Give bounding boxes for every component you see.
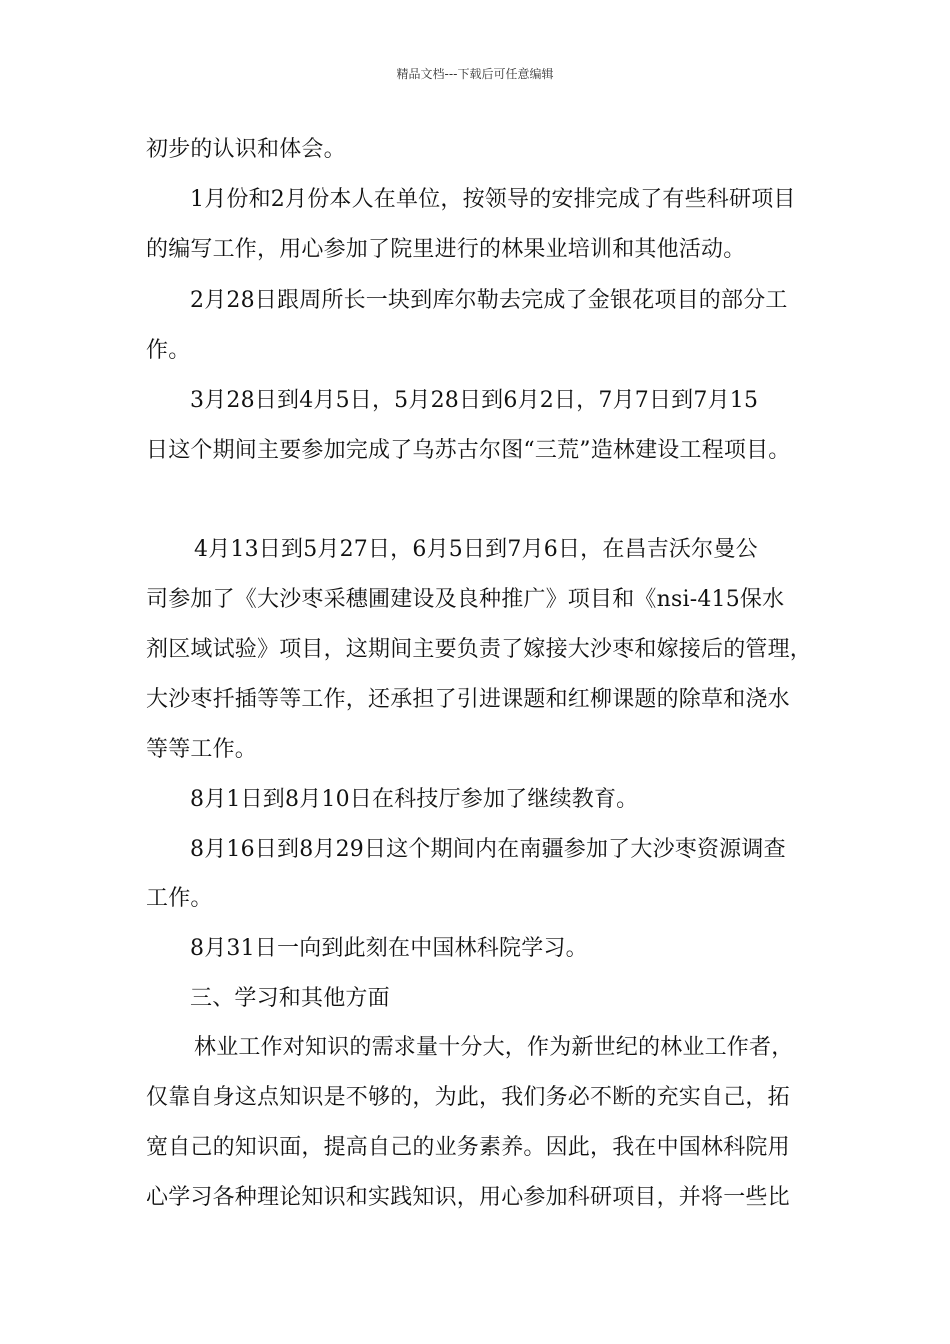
- text-line-19: 仅靠自身这点知识是不够的，为此，我们务必不断的充实自己，拓: [146, 1085, 790, 1110]
- text-line-8: 4月13日到5月27日，6月5日到7月6日，在昌吉沃尔曼公: [194, 537, 758, 562]
- text-line-9: 司参加了《大沙枣采穗圃建设及良种推广》项目和《nsi-415保水: [146, 587, 785, 612]
- text-line-14: 8月16日到8月29日这个期间内在南疆参加了大沙枣资源调查: [190, 837, 786, 862]
- text-line-18: 林业工作对知识的需求量十分大，作为新世纪的林业工作者，: [194, 1035, 794, 1060]
- text-line-12: 等等工作。: [146, 737, 258, 762]
- text-line-15: 工作。: [146, 886, 213, 911]
- text-line-16: 8月31日一向到此刻在中国林科院学习。: [190, 936, 588, 961]
- text-line-13: 8月1日到8月10日在科技厅参加了继续教育。: [190, 787, 639, 812]
- text-line-5: 作。: [146, 338, 191, 363]
- text-line-10: 剂区域试验》项目，这期间主要负责了嫁接大沙枣和嫁接后的管理，: [146, 637, 813, 662]
- text-line-3: 的编写工作，用心参加了院里进行的林果业培训和其他活动。: [146, 237, 746, 262]
- text-line-7: 日这个期间主要参加完成了乌苏古尔图“三荒”造林建设工程项目。: [146, 438, 791, 463]
- page-header: 精品文档---下载后可任意编辑: [396, 67, 554, 81]
- text-line-4: 2月28日跟周所长一块到库尔勒去完成了金银花项目的部分工: [190, 288, 788, 313]
- text-line-20: 宽自己的知识面，提高自己的业务素养。因此，我在中国林科院用: [146, 1135, 790, 1160]
- text-line-11: 大沙枣扦插等等工作，还承担了引进课题和红柳课题的除草和浇水: [146, 687, 790, 712]
- text-line-1: 初步的认识和体会。: [146, 137, 346, 162]
- text-line-21: 心学习各种理论知识和实践知识，用心参加科研项目，并将一些比: [146, 1185, 790, 1210]
- text-line-2: 1月份和2月份本人在单位，按领导的安排完成了有些科研项目: [190, 187, 796, 212]
- text-line-6: 3月28日到4月5日，5月28日到6月2日，7月7日到7月15: [190, 388, 759, 413]
- section-heading: 三、学习和其他方面: [190, 986, 390, 1011]
